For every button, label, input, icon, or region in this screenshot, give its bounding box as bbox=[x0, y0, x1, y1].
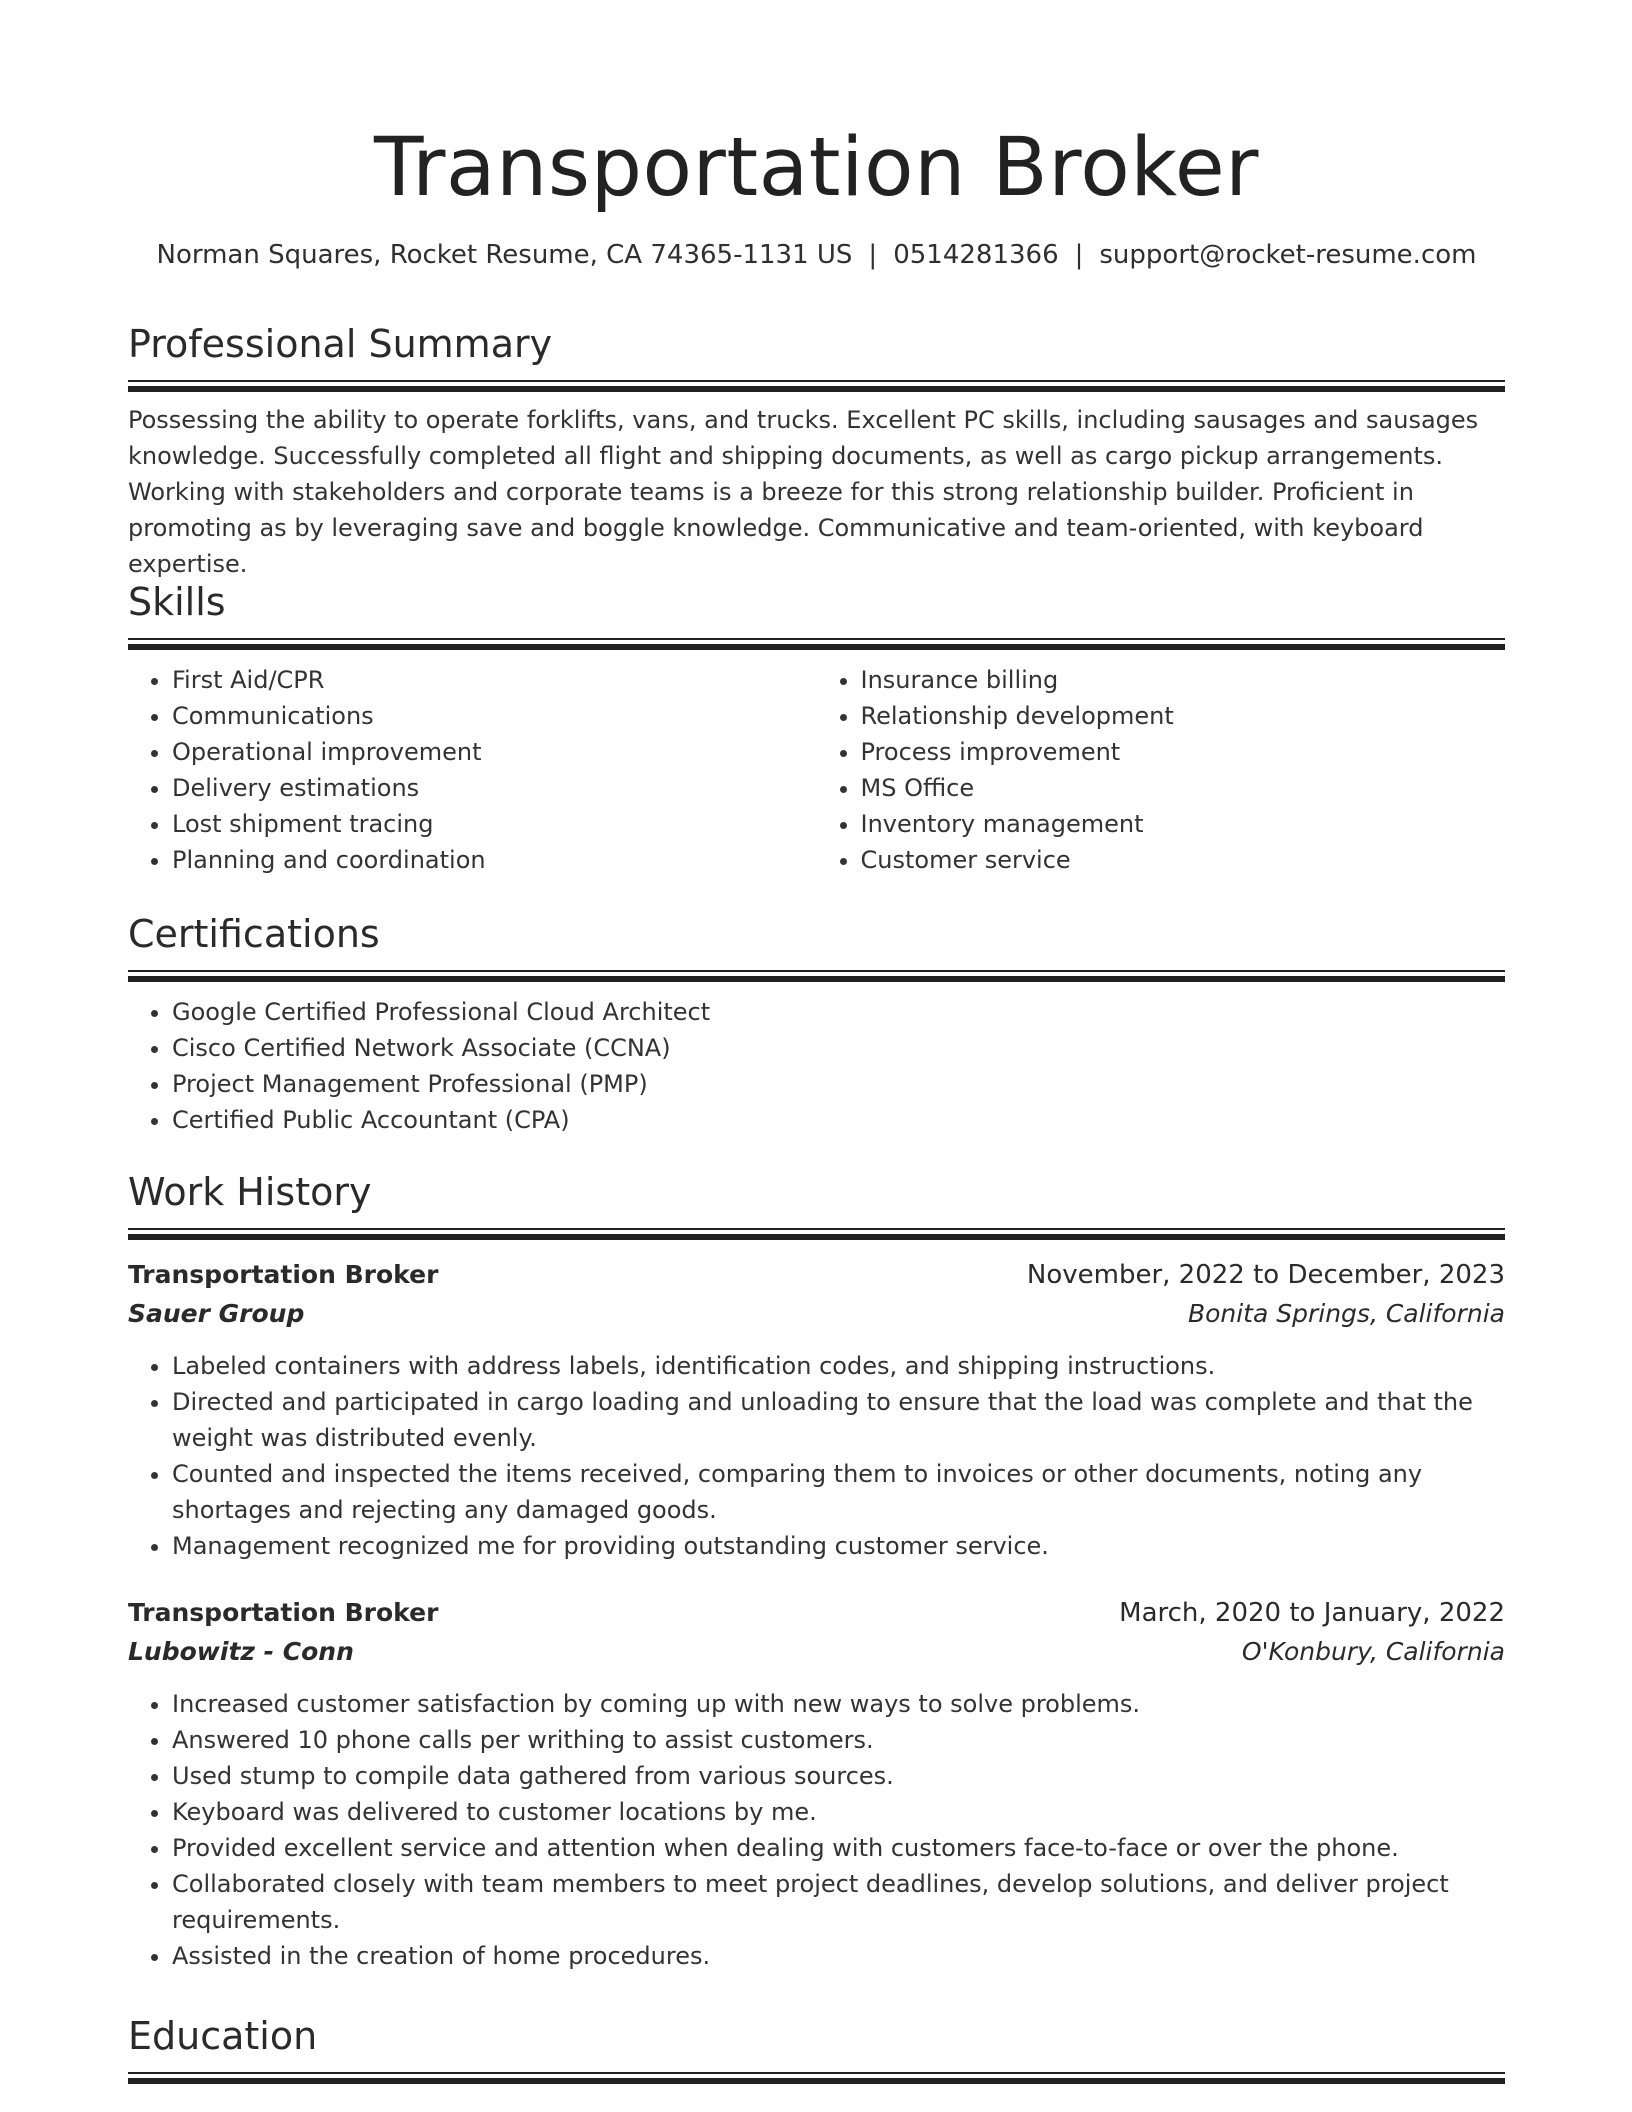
section-divider bbox=[128, 970, 1505, 982]
list-item: • Increased customer satisfaction by coming up with new ways to solve problems. bbox=[172, 1686, 1505, 1722]
job-location: O'Konbury, California bbox=[1241, 1637, 1505, 1666]
contact-separator: | bbox=[1074, 240, 1084, 270]
skills-columns bbox=[128, 650, 1505, 878]
list-item: • Delivery estimations bbox=[172, 770, 817, 806]
job-entry bbox=[128, 1256, 1505, 1564]
contact-address: Norman Squares, Rocket Resume, CA 74365-1131 US bbox=[156, 240, 853, 270]
skills-list-right bbox=[817, 662, 1506, 878]
list-item: • Insurance billing bbox=[861, 662, 1506, 698]
list-item: • Inventory management bbox=[861, 806, 1506, 842]
work-history-section bbox=[128, 1166, 1505, 1974]
list-item: • Cisco Certified Network Associate (CCNA) bbox=[172, 1030, 1505, 1066]
list-item: • Answered 10 phone calls per writhing to assist customers. bbox=[172, 1722, 1505, 1758]
contact-email: support@rocket-resume.com bbox=[1099, 240, 1477, 270]
job-dates: March, 2020 to January, 2022 bbox=[1119, 1598, 1505, 1628]
job-subheader bbox=[128, 1294, 1505, 1334]
job-bullets bbox=[128, 1348, 1505, 1564]
job-company: Lubowitz - Conn bbox=[128, 1637, 354, 1666]
job-bullets bbox=[128, 1686, 1505, 1974]
education-section bbox=[128, 2010, 1505, 2084]
certifications-list bbox=[128, 994, 1505, 1138]
list-item: • Assisted in the creation of home procedures. bbox=[172, 1938, 1505, 1974]
job-subheader bbox=[128, 1632, 1505, 1672]
list-item: • Counted and inspected the items received, comparing them to invoices or other documents, noting any shortages and rejecting any damaged goods. bbox=[172, 1456, 1505, 1528]
list-item: • Certified Public Accountant (CPA) bbox=[172, 1102, 1505, 1138]
job-header bbox=[128, 1256, 1505, 1294]
contact-separator: | bbox=[868, 240, 878, 270]
list-item: • Operational improvement bbox=[172, 734, 817, 770]
list-item: • Collaborated closely with team members to meet project deadlines, develop solutions, and deliver project requirements. bbox=[172, 1866, 1505, 1938]
section-title: Education bbox=[128, 2014, 318, 2058]
job-title: Transportation Broker bbox=[128, 1260, 439, 1289]
section-divider bbox=[128, 2072, 1505, 2084]
job-header bbox=[128, 1594, 1505, 1632]
certifications-section bbox=[128, 908, 1505, 1138]
list-item: • Process improvement bbox=[861, 734, 1506, 770]
list-item: • MS Office bbox=[861, 770, 1506, 806]
job-company: Sauer Group bbox=[128, 1299, 305, 1328]
section-divider bbox=[128, 1228, 1505, 1240]
section-title: Work History bbox=[128, 1170, 372, 1214]
summary-text: Possessing the ability to operate forklifts, vans, and trucks. Excellent PC skills, including sausages and sausages knowledge. Successfully completed all flight and shipping documents, as well as cargo pickup arrangements. Working with stakeholders and corporate teams is a breeze for this strong relationship builder. Proficient in promoting as by leveraging save and boggle knowledge. Communicative and team-oriented, with keyboard expertise. bbox=[128, 406, 1479, 578]
section-title: Professional Summary bbox=[128, 322, 553, 366]
job-entry bbox=[128, 1594, 1505, 1974]
list-item: • Management recognized me for providing outstanding customer service. bbox=[172, 1528, 1505, 1564]
section-title: Skills bbox=[128, 580, 226, 624]
list-item: • Project Management Professional (PMP) bbox=[172, 1066, 1505, 1102]
summary-section bbox=[128, 318, 1505, 582]
job-title: Transportation Broker bbox=[128, 1598, 439, 1627]
section-divider bbox=[128, 380, 1505, 392]
list-item: • Customer service bbox=[861, 842, 1506, 878]
list-item: • Directed and participated in cargo loading and unloading to ensure that the load was complete and that the weight was distributed evenly. bbox=[172, 1384, 1505, 1456]
job-dates: November, 2022 to December, 2023 bbox=[1026, 1260, 1505, 1290]
job-location: Bonita Springs, California bbox=[1187, 1299, 1505, 1328]
skills-section bbox=[128, 576, 1505, 878]
list-item: • Keyboard was delivered to customer locations by me. bbox=[172, 1794, 1505, 1830]
contact-line bbox=[128, 236, 1505, 274]
list-item: • First Aid/CPR bbox=[172, 662, 817, 698]
skills-list-left bbox=[128, 662, 817, 878]
list-item: • Relationship development bbox=[861, 698, 1506, 734]
contact-phone: 0514281366 bbox=[893, 240, 1059, 270]
list-item: • Labeled containers with address labels, identification codes, and shipping instructions. bbox=[172, 1348, 1505, 1384]
list-item: • Planning and coordination bbox=[172, 842, 817, 878]
list-item: • Lost shipment tracing bbox=[172, 806, 817, 842]
list-item: • Google Certified Professional Cloud Architect bbox=[172, 994, 1505, 1030]
list-item: • Provided excellent service and attention when dealing with customers face-to-face or over the phone. bbox=[172, 1830, 1505, 1866]
list-item: • Communications bbox=[172, 698, 817, 734]
section-divider bbox=[128, 638, 1505, 650]
list-item: • Used stump to compile data gathered from various sources. bbox=[172, 1758, 1505, 1794]
resume-name: Transportation Broker bbox=[374, 121, 1259, 215]
section-title: Certifications bbox=[128, 912, 380, 956]
